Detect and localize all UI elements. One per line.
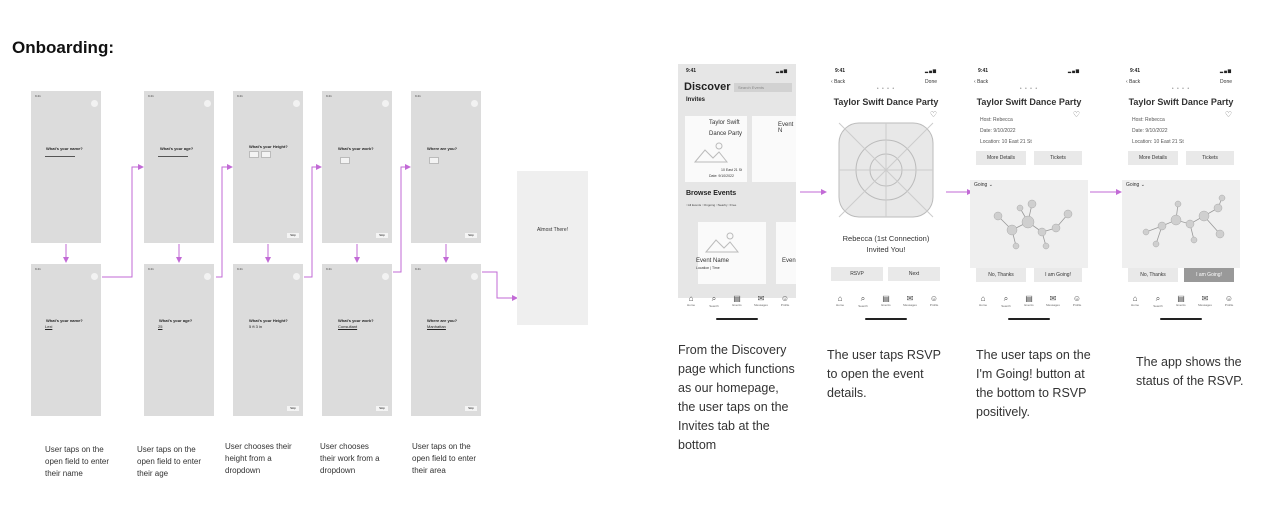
filter-chips[interactable]: ○All Events ○Ongoing ○Nearby ○Free xyxy=(686,203,737,207)
status-time: 9:41 xyxy=(835,68,846,74)
page-title: Discover xyxy=(684,81,731,93)
back-label: Back xyxy=(1129,79,1141,85)
tab-events[interactable] xyxy=(879,294,893,307)
back-button[interactable]: ‹ Back xyxy=(831,79,846,85)
card-meta: 10 East 21 St xyxy=(721,168,743,172)
message-icon: ✉ xyxy=(1201,294,1209,303)
calendar-icon: ▤ xyxy=(882,294,890,303)
going-label: Going xyxy=(974,182,988,188)
tab-label: Search xyxy=(709,304,719,308)
home-icon: ⌂ xyxy=(1132,294,1138,303)
close-icon[interactable] xyxy=(471,100,478,107)
tab-label: Messages xyxy=(903,303,917,307)
next-button[interactable]: Next xyxy=(888,267,940,281)
tab-home[interactable] xyxy=(1128,294,1142,307)
tab-events[interactable] xyxy=(1022,294,1036,307)
age-input[interactable] xyxy=(158,156,188,157)
status-time: 9:41 xyxy=(686,68,697,74)
date-label: Date: 9/10/2022 xyxy=(980,128,1016,134)
profile-icon: ☺ xyxy=(929,294,939,303)
work-dropdown[interactable] xyxy=(340,157,350,164)
tab-messages[interactable] xyxy=(754,294,768,307)
date-label: Date: 9/10/2022 xyxy=(1132,128,1168,134)
tab-label: Home xyxy=(978,303,987,307)
location-label: Location: 10 East 21 St xyxy=(1132,139,1184,145)
tab-label: Messages xyxy=(1046,303,1060,307)
tab-label: Search xyxy=(858,304,868,308)
calendar-icon: ▤ xyxy=(1177,294,1185,303)
tab-profile[interactable] xyxy=(927,294,941,307)
back-button[interactable]: ‹ Back xyxy=(974,79,989,85)
flow-caption-status: The app shows the status of the RSVP. xyxy=(1136,355,1244,388)
onboarding-screen-work-filled: 9:41 What's your work? Consultant Skip xyxy=(322,264,392,416)
image-placeholder-icon xyxy=(704,230,740,254)
question-label: Where are you? xyxy=(427,146,458,151)
search-icon: ⌕ xyxy=(711,294,717,303)
close-icon[interactable] xyxy=(293,273,300,280)
tab-label: Events xyxy=(881,303,891,307)
calendar-icon: ▤ xyxy=(733,294,741,303)
signal-icon: ▂▄▆ xyxy=(1220,68,1232,73)
page-dots: • • • • xyxy=(876,86,896,92)
signal-icon: ▂▄▆ xyxy=(925,68,937,73)
host-label: Host: Rebecca xyxy=(1132,117,1165,123)
area-input[interactable] xyxy=(429,157,439,164)
flow-caption-rsvp: The user taps RSVP to open the event details. xyxy=(827,348,941,400)
onboarding-screen-height: 9:41 What's your Height? Skip xyxy=(233,91,303,243)
going-dropdown[interactable] xyxy=(1126,182,1145,188)
search-icon: ⌕ xyxy=(860,294,866,303)
onboarding-screen-area-filled: 9:41 Where are you? Manhattan Skip xyxy=(411,264,481,416)
tab-label: Profile xyxy=(929,303,939,307)
event-title: Taylor Swift Dance Party xyxy=(976,97,1082,107)
tab-label: Events xyxy=(1176,303,1186,307)
heart-icon[interactable]: ♡ xyxy=(1224,110,1232,119)
tab-search[interactable] xyxy=(707,294,721,308)
tab-label: Messages xyxy=(754,303,768,307)
tab-label: Search xyxy=(1153,304,1163,308)
caption-height: User chooses their height from a dropdown xyxy=(225,442,292,475)
tab-events[interactable] xyxy=(1174,294,1188,307)
chevron-down-icon: ⌄ xyxy=(1140,182,1145,188)
tab-label: Search xyxy=(1001,304,1011,308)
signal-icon: ▂▄▆ xyxy=(1068,68,1080,73)
tab-label: Profile xyxy=(780,303,790,307)
tab-label: Events xyxy=(732,303,742,307)
card-title: Dance Party xyxy=(709,131,743,137)
invite-detail-screen xyxy=(827,64,945,322)
card-title: Event Name xyxy=(696,258,730,264)
search-icon: ⌕ xyxy=(1155,294,1161,303)
tickets-button[interactable]: Tickets xyxy=(1034,151,1082,165)
status-bar xyxy=(978,68,1080,74)
work-dropdown[interactable]: Consultant xyxy=(338,324,358,329)
profile-icon: ☺ xyxy=(780,294,790,303)
tab-profile[interactable] xyxy=(1222,294,1236,307)
tickets-button[interactable]: Tickets xyxy=(1186,151,1234,165)
almost-there-screen: Almost There! xyxy=(517,171,588,325)
onboarding-screen-age: 9:41 What's your age? xyxy=(144,91,214,243)
tab-label: Home xyxy=(835,303,844,307)
onboarding-screen-name-filled: 9:41 What's your name? Lexi xyxy=(31,264,101,416)
no-thanks-button[interactable]: No, Thanks xyxy=(976,268,1026,282)
tab-search[interactable] xyxy=(856,294,870,308)
tab-bar xyxy=(1122,294,1240,314)
invited-you-label: Invited You! xyxy=(866,245,906,254)
home-indicator xyxy=(1160,318,1202,320)
event-card[interactable] xyxy=(776,222,796,284)
skip-button[interactable]: Skip xyxy=(465,406,477,411)
flow-caption-discover: From the Discovery page which functions as our homepage, the user taps on the Invites tab at the bottom xyxy=(678,343,795,452)
skip-button[interactable]: Skip xyxy=(465,233,477,238)
skip-button[interactable]: Skip xyxy=(376,233,388,238)
back-label: Back xyxy=(834,79,846,85)
question-label: What's your age? xyxy=(159,318,193,323)
event-title: Taylor Swift Dance Party xyxy=(1128,97,1234,107)
close-icon[interactable] xyxy=(91,100,98,107)
done-button[interactable]: Done xyxy=(925,79,937,85)
home-indicator xyxy=(716,318,758,320)
im-going-button[interactable]: I am Going! xyxy=(1034,268,1082,282)
status-time: 9:41 xyxy=(1130,68,1141,74)
status-bar xyxy=(1130,68,1232,74)
card-meta: Date: 9/10/2022 xyxy=(709,174,734,178)
discover-screen xyxy=(678,64,796,322)
name-input[interactable] xyxy=(45,156,75,157)
more-details-button[interactable]: More Details xyxy=(1128,151,1178,165)
home-indicator xyxy=(1008,318,1050,320)
invite-card[interactable] xyxy=(752,116,796,182)
profile-icon: ☺ xyxy=(1072,294,1082,303)
home-indicator xyxy=(865,318,907,320)
question-label: What's your age? xyxy=(160,146,194,151)
browse-events-label: Browse Events xyxy=(686,190,737,197)
caption-age: User taps on the open field to enter their age xyxy=(137,445,202,478)
tab-label: Home xyxy=(1130,303,1139,307)
tab-bar xyxy=(970,294,1088,314)
close-icon[interactable] xyxy=(382,100,389,107)
invites-label: Invites xyxy=(686,97,706,103)
nav-bar xyxy=(1126,79,1232,85)
done-button[interactable]: Done xyxy=(1220,79,1232,85)
filter-ongoing[interactable]: Ongoing xyxy=(703,203,716,207)
close-icon[interactable] xyxy=(471,273,478,280)
home-icon: ⌂ xyxy=(688,294,694,303)
chevron-down-icon: ⌄ xyxy=(988,182,993,188)
height-ft-dropdown[interactable] xyxy=(249,151,259,158)
home-icon: ⌂ xyxy=(980,294,986,303)
tab-profile[interactable] xyxy=(778,294,792,307)
message-icon: ✉ xyxy=(1049,294,1057,303)
event-card[interactable] xyxy=(698,222,766,284)
question-label: What's your name? xyxy=(46,318,83,323)
card-title: Taylor Swift xyxy=(709,120,740,126)
back-button[interactable]: ‹ Back xyxy=(1126,79,1141,85)
tab-messages[interactable] xyxy=(903,294,917,307)
invited-by-label: Rebecca (1st Connection) xyxy=(842,234,930,243)
close-icon[interactable] xyxy=(382,273,389,280)
card-title: Even xyxy=(782,258,796,264)
onboarding-screen-age-filled: 9:41 What's your age? 25 xyxy=(144,264,214,416)
tab-messages[interactable] xyxy=(1198,294,1212,307)
tab-search[interactable] xyxy=(1151,294,1165,308)
onboarding-screen-height-filled: 9:41 What's your Height? 5 ft 3 in Skip xyxy=(233,264,303,416)
back-label: Back xyxy=(977,79,989,85)
skip-button[interactable]: Skip xyxy=(287,406,299,411)
no-thanks-button[interactable]: No, Thanks xyxy=(1128,268,1178,282)
area-input[interactable]: Manhattan xyxy=(427,324,446,329)
home-icon: ⌂ xyxy=(837,294,843,303)
onboarding-screen-name: 9:41 What's your name? xyxy=(31,91,101,243)
im-going-button[interactable]: I am Going! xyxy=(1184,268,1234,282)
tab-home[interactable] xyxy=(976,294,990,307)
page-dots: • • • • xyxy=(1019,86,1039,92)
tab-label: Events xyxy=(1024,303,1034,307)
tab-label: Profile xyxy=(1072,303,1082,307)
more-details-button[interactable]: More Details xyxy=(976,151,1026,165)
location-label: Location: 10 East 21 St xyxy=(980,139,1032,145)
close-icon[interactable] xyxy=(204,100,211,107)
rsvp-button[interactable]: RSVP xyxy=(831,267,883,281)
going-dropdown[interactable] xyxy=(974,182,993,188)
caption-area: User taps on the open field to enter their area xyxy=(412,442,477,475)
nav-bar xyxy=(974,79,1080,85)
connection-graph xyxy=(1132,194,1232,258)
onboarding-title: Onboarding: xyxy=(12,38,114,57)
heart-icon[interactable]: ♡ xyxy=(929,110,937,119)
flow-caption-going: The user taps on the I'm Going! button at the bottom to RSVP positively. xyxy=(976,348,1091,419)
tab-events[interactable] xyxy=(730,294,744,307)
caption-name: User taps on the open field to enter their name xyxy=(45,445,110,478)
calendar-icon: ▤ xyxy=(1025,294,1033,303)
card-meta: Location | Time xyxy=(696,266,720,270)
signal-icon: ▂▄▆ xyxy=(776,68,788,73)
age-input[interactable]: 25 xyxy=(158,324,163,329)
status-bar xyxy=(686,68,788,74)
question-label: What's your name? xyxy=(46,146,83,151)
onboarding-screen-work: 9:41 What's your work? Skip xyxy=(322,91,392,243)
question-label: What's your Height? xyxy=(249,144,288,149)
message-icon: ✉ xyxy=(757,294,765,303)
profile-icon: ☺ xyxy=(1224,294,1234,303)
invite-card[interactable] xyxy=(685,116,747,182)
tab-messages[interactable] xyxy=(1046,294,1060,307)
close-icon[interactable] xyxy=(204,273,211,280)
tab-bar xyxy=(827,294,945,314)
name-input[interactable]: Lexi xyxy=(45,324,53,329)
close-icon[interactable] xyxy=(293,100,300,107)
rsvp-status-screen xyxy=(1122,64,1240,322)
going-network-panel xyxy=(1122,180,1240,268)
skip-button[interactable]: Skip xyxy=(376,406,388,411)
height-in-dropdown[interactable] xyxy=(261,151,271,158)
skip-button[interactable]: Skip xyxy=(287,233,299,238)
question-label: What's your work? xyxy=(338,318,374,323)
tab-home[interactable] xyxy=(833,294,847,307)
message-icon: ✉ xyxy=(906,294,914,303)
status-bar xyxy=(835,68,937,74)
filter-free[interactable]: Free xyxy=(730,203,737,207)
heart-icon[interactable]: ♡ xyxy=(1072,110,1080,119)
tab-label: Messages xyxy=(1198,303,1212,307)
tab-search[interactable] xyxy=(999,294,1013,308)
event-details-screen xyxy=(970,64,1088,322)
going-label: Going xyxy=(1126,182,1140,188)
image-placeholder-icon xyxy=(693,140,729,164)
tab-label: Profile xyxy=(1224,303,1234,307)
tab-home[interactable] xyxy=(684,294,698,307)
going-network-panel xyxy=(970,180,1088,268)
card-title: Event N xyxy=(778,122,794,134)
question-label: What's your Height? xyxy=(249,318,288,323)
host-label: Host: Rebecca xyxy=(980,117,1013,123)
tab-profile[interactable] xyxy=(1070,294,1084,307)
nav-bar xyxy=(831,79,937,85)
search-input[interactable]: Search Events xyxy=(734,83,792,92)
caption-work: User chooses their work from a dropdown xyxy=(320,442,380,475)
page-dots: • • • • xyxy=(1171,86,1191,92)
question-label: Where are you? xyxy=(427,318,458,323)
status-time: 9:41 xyxy=(978,68,989,74)
event-image-placeholder xyxy=(838,122,934,218)
height-dropdown[interactable]: 5 ft 3 in xyxy=(249,324,263,329)
onboarding-screen-area: 9:41 Where are you? Skip xyxy=(411,91,481,243)
event-title: Taylor Swift Dance Party xyxy=(833,97,939,107)
filter-nearby[interactable]: Nearby xyxy=(717,203,728,207)
question-label: What's your work? xyxy=(338,146,374,151)
search-icon: ⌕ xyxy=(1003,294,1009,303)
filter-all[interactable]: All Events xyxy=(687,203,702,207)
close-icon[interactable] xyxy=(91,273,98,280)
tab-bar xyxy=(678,294,796,314)
tab-label: Home xyxy=(686,303,695,307)
connection-graph xyxy=(980,194,1080,258)
